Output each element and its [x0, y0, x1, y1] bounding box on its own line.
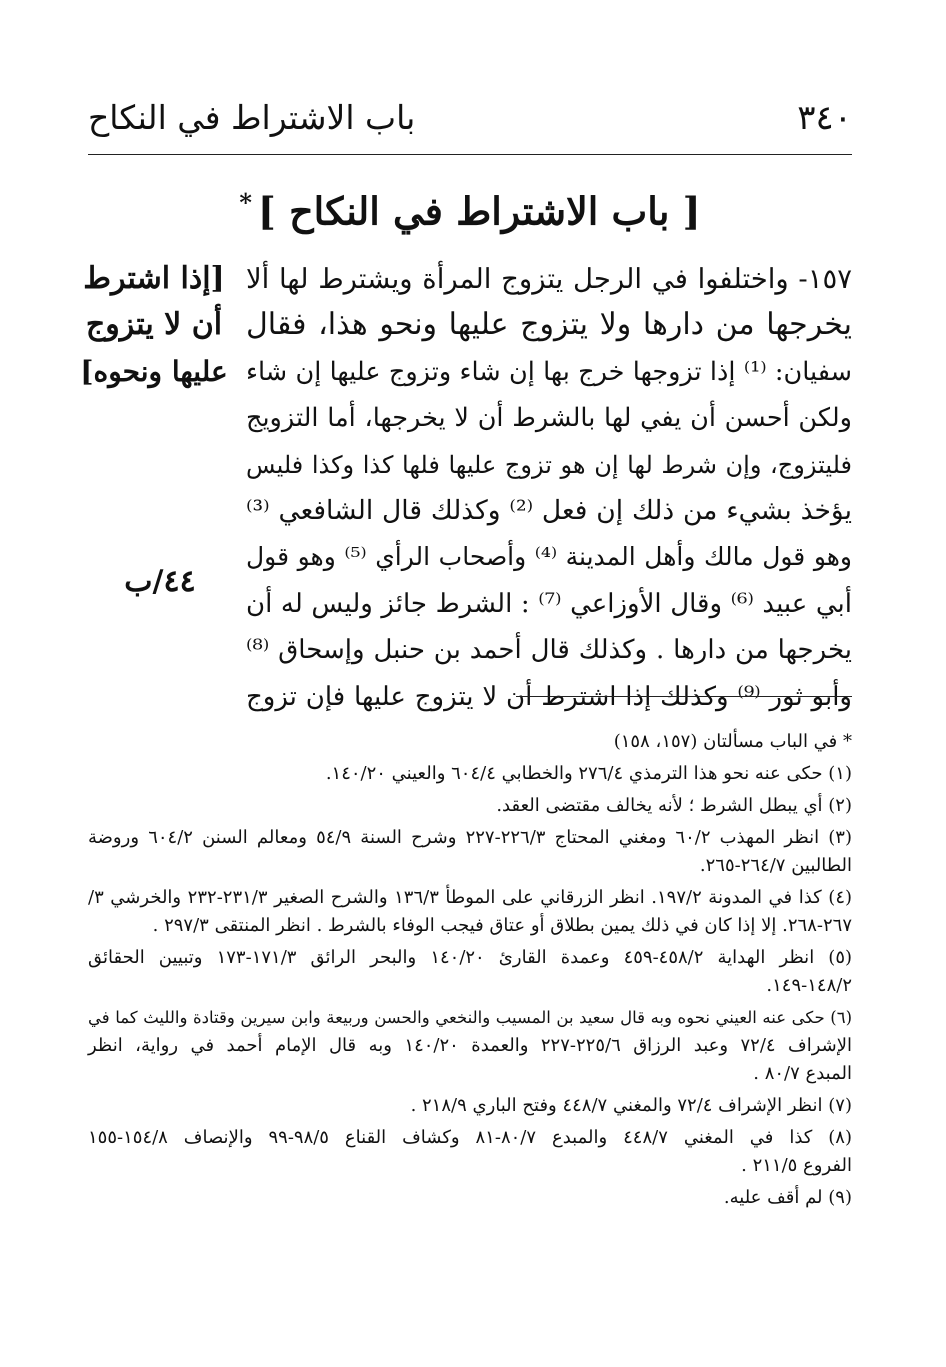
page-header: [88, 92, 852, 152]
margin-line: عليها ونحوه]: [80, 354, 228, 388]
footnote-line: ١٤٨/٢-١٤٩.: [766, 975, 852, 996]
footnote-line: * في الباب مسألتان (١٥٧، ١٥٨): [613, 731, 852, 752]
running-title: باب الاشتراط في النكاح: [88, 98, 416, 137]
footnote-line: (١) حكى عنه نحو هذا الترمذي ٢٧٦/٤ والخطابي ٦٠٤/٤ والعيني ١٤٠/٢٠.: [325, 763, 852, 784]
footnote: [88, 760, 852, 788]
footnote-line: (٦) حكى عنه العيني نحوه وبه قال سعيد بن المسيب والنخعي والحسن وربيعة وابن سيرين وقتادة والليث كما في: [88, 1008, 852, 1027]
footnote-line: الفروع ٢١١/٥ .: [741, 1155, 852, 1176]
main-text: [246, 256, 852, 720]
main-line: يخرجها من دارها ولا يتزوج عليها ونحو هذا، فقال: [246, 307, 852, 343]
footnote-line: (٤) كذا في المدونة ١٩٧/٢. انظر الزرقاني على الموطأ ١٣٦/٣ والشرح الصغير ٢٣١/٣-٢٣٢ والخرشي ٣/: [88, 887, 853, 908]
footnote-line: المبدع ٨٠/٧ .: [753, 1063, 852, 1084]
footnote: [88, 1004, 852, 1088]
main-line: ولكن أحسن أن يفي لها بالشرط أن لا يخرجها، أما التزويج: [246, 403, 852, 434]
main-line: يخرجها من دارها . وكذلك قال أحمد بن حنبل وإسحاق ⁽⁸⁾: [246, 635, 852, 666]
footnote: [88, 884, 852, 940]
footnote: [88, 1092, 852, 1120]
margin-line: [إذا اشترط: [83, 261, 225, 296]
footnote: [88, 1184, 852, 1212]
footnote-line: (٣) انظر المهذب ٦٠/٢ ومغني المحتاج ٢٢٦/٣-٢٢٧ وشرح السنة ٥٤/٩ ومعالم السنن ٦٠٤/٢ وروضة: [88, 827, 852, 848]
footnote-line: (٨) كذا في المغني ٤٤٨/٧ والمبدع ٨٠/٧-٨١ وكشاف القناع ٩٨/٥-٩٩ والإنصاف ١٥٤/٨-١٥٥: [88, 1127, 852, 1148]
footnote: [88, 792, 852, 820]
footnote: [88, 824, 852, 880]
margin-heading: [80, 256, 228, 395]
footnote-line: ٢٦٧-٢٦٨. إلا إذا كان في ذلك يمين بطلاق أو عتاق فيجب الوفاء بالشرط . انظر المنتقى ٢٩٧/٣ .: [152, 915, 852, 936]
main-line: وهو قول مالك وأهل المدينة ⁽⁴⁾ وأصحاب الرأي ⁽⁵⁾ وهو قول: [246, 542, 852, 572]
footnote: [88, 944, 852, 1000]
footnotes: [88, 728, 852, 1216]
footnote-rule: [516, 696, 852, 697]
main-line: وأبو ثور ⁽⁹⁾ وكذلك إذا اشترط أن لا يتزوج عليها فإن تزوج: [246, 681, 852, 712]
header-rule: [88, 154, 852, 155]
footnote-line: (٢) أي يبطل الشرط ؛ لأنه يخالف مقتضى العقد.: [496, 795, 852, 816]
footnote-line: (٧) انظر الإشراف ٧٢/٤ والمغني ٤٤٨/٧ وفتح الباري ٢١٨/٩ .: [410, 1095, 852, 1116]
main-line: يؤخذ بشيء من ذلك إن فعل ⁽²⁾ وكذلك قال الشافعي ⁽³⁾: [246, 494, 852, 526]
footnote: [88, 728, 852, 756]
footnote-line: الإشراف ٧٢/٤ وعبد الرزاق ٢٢٥/٦-٢٢٧ والعمدة ١٤٠/٢٠ وبه قال الإمام أحمد في رواية، انظر: [88, 1035, 852, 1056]
page-number: ٣٤٠: [797, 98, 852, 138]
chapter-title-star: *: [239, 188, 252, 217]
footnote-line: (٩) لم أقف عليه.: [723, 1187, 852, 1208]
margin-line: أن لا يتزوج: [85, 307, 223, 343]
footnote: [88, 1124, 852, 1180]
main-line: ١٥٧- واختلفوا في الرجل يتزوج المرأة ويشترط لها ألا: [246, 263, 852, 295]
footnote-line: الطالبين ٢٦٤/٧-٢٦٥.: [699, 855, 852, 876]
main-line: سفيان: ⁽¹⁾ إذا تزوجها خرج بها إن شاء وتزوج عليها إن شاء: [246, 356, 852, 387]
footnote-line: (٥) انظر الهداية ٤٥٨/٢-٤٥٩ وعمدة القارئ ١٤٠/٢٠ والبحر الرائق ١٧١/٣-١٧٣ وتبيين الحقائق: [88, 947, 853, 968]
main-line: فليتزوج، وإن شرط لها إن هو تزوج عليها فلها كذا وكذا فليس: [246, 450, 852, 479]
chapter-title-text: [ باب الاشتراط في النكاح ]: [257, 188, 701, 234]
manuscript-folio-mark: ٤٤/ب: [124, 564, 196, 599]
chapter-title: [88, 178, 852, 237]
main-line: أبي عبيد ⁽⁶⁾ وقال الأوزاعي ⁽⁷⁾ : الشرط جائز وليس له أن: [246, 588, 853, 619]
